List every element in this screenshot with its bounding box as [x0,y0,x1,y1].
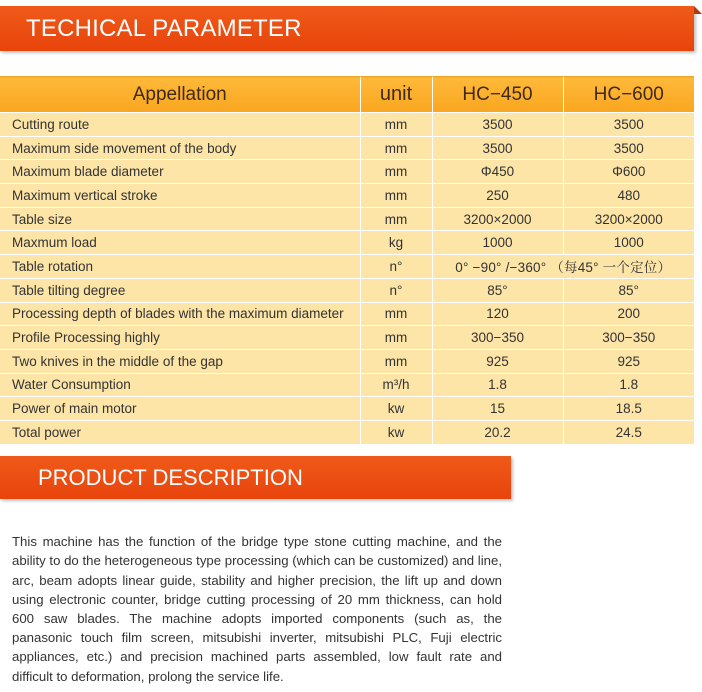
row-value-hc600: 925 [563,349,694,373]
row-label: Maximum blade diameter [0,160,360,184]
row-value-hc450: 3200×2000 [432,207,563,231]
row-unit: mm [360,207,432,231]
row-value-hc600: 200 [563,302,694,326]
row-value-hc600: 3500 [563,136,694,160]
row-unit: mm [360,136,432,160]
table-row [0,420,694,443]
row-value-hc450: 250 [432,184,563,208]
header-appellation: Appellation [0,77,360,113]
row-label: Power of main motor [0,397,360,421]
row-unit: mm [360,302,432,326]
row-unit: mm [360,184,432,208]
header-unit: unit [360,77,432,113]
product-description-text: This machine has the function of the bridge type stone cutting machine, and the ability to do the heterogeneous type processing (which can be customized) and line, arc, beam adopts linear guide, stability and higher precision, the lift up and down using electronic counter, bridge cutting processing of 20 mm thickness, can hold 600 saw blades. The machine adopts imported components (such as, the panasonic touch film screen, mitsubishi inverter, mitsubishi PLC, Fuji electric appliances, etc.) and precision machined parts assembled, low fault rate and difficult to deformation, prolong the service life. [12,534,502,684]
parameter-table [0,76,694,444]
row-label: Table tilting degree [0,278,360,302]
row-unit: mm [360,160,432,184]
row-unit: n° [360,278,432,302]
row-label: Total power [0,420,360,443]
row-label: Table size [0,207,360,231]
row-value-hc450: 925 [432,349,563,373]
banner-fold-decoration [694,6,702,14]
technical-parameter-title: TECHICAL PARAMETER [26,15,302,42]
row-unit: kw [360,397,432,421]
table-row [0,184,694,208]
technical-parameter-banner [0,6,694,51]
row-value-hc450: 20.2 [432,420,563,443]
row-label: Maximum side movement of the body [0,136,360,160]
row-value-hc450: 300−350 [432,326,563,350]
row-unit: m³/h [360,373,432,397]
table-row [0,207,694,231]
header-hc450: HC−450 [432,77,563,113]
table-row [0,397,694,421]
row-label: Processing depth of blades with the maximum diameter [0,302,360,326]
row-value-hc600: 480 [563,184,694,208]
table-row [0,255,694,279]
product-description-banner [0,456,511,499]
table-row [0,373,694,397]
row-value-hc600: 1.8 [563,373,694,397]
row-value-hc600: Φ600 [563,160,694,184]
row-label: Table rotation [0,255,360,279]
row-unit: kw [360,420,432,443]
row-label: Maxmum load [0,231,360,255]
row-value-hc600: 85° [563,278,694,302]
row-value-hc600: 1000 [563,231,694,255]
table-row [0,349,694,373]
row-unit: kg [360,231,432,255]
row-value-hc600: 300−350 [563,326,694,350]
row-unit: n° [360,255,432,279]
table-row [0,302,694,326]
row-value-hc600: 3200×2000 [563,207,694,231]
row-label: Maximum vertical stroke [0,184,360,208]
row-value-hc450: 85° [432,278,563,302]
row-value-hc450: 15 [432,397,563,421]
row-value-hc600: 24.5 [563,420,694,443]
row-label: Cutting route [0,113,360,137]
row-value-merged: 0° −90° /−360° （每45° 一个定位） [432,255,694,279]
table-row [0,326,694,350]
row-label: Water Consumption [0,373,360,397]
row-unit: mm [360,349,432,373]
table-row [0,136,694,160]
row-value-hc600: 3500 [563,113,694,137]
row-value-hc450: 3500 [432,136,563,160]
table-row [0,160,694,184]
table-row [0,113,694,137]
row-label: Two knives in the middle of the gap [0,349,360,373]
header-hc600: HC−600 [563,77,694,113]
table-header-row [0,77,694,113]
row-value-hc450: Φ450 [432,160,563,184]
product-description-title: PRODUCT DESCRIPTION [38,465,303,490]
row-value-hc450: 1000 [432,231,563,255]
row-value-hc450: 120 [432,302,563,326]
row-value-hc450: 3500 [432,113,563,137]
row-value-hc600: 18.5 [563,397,694,421]
table-row [0,231,694,255]
row-unit: mm [360,326,432,350]
row-value-hc450: 1.8 [432,373,563,397]
row-unit: mm [360,113,432,137]
row-label: Profile Processing highly [0,326,360,350]
table-row [0,278,694,302]
